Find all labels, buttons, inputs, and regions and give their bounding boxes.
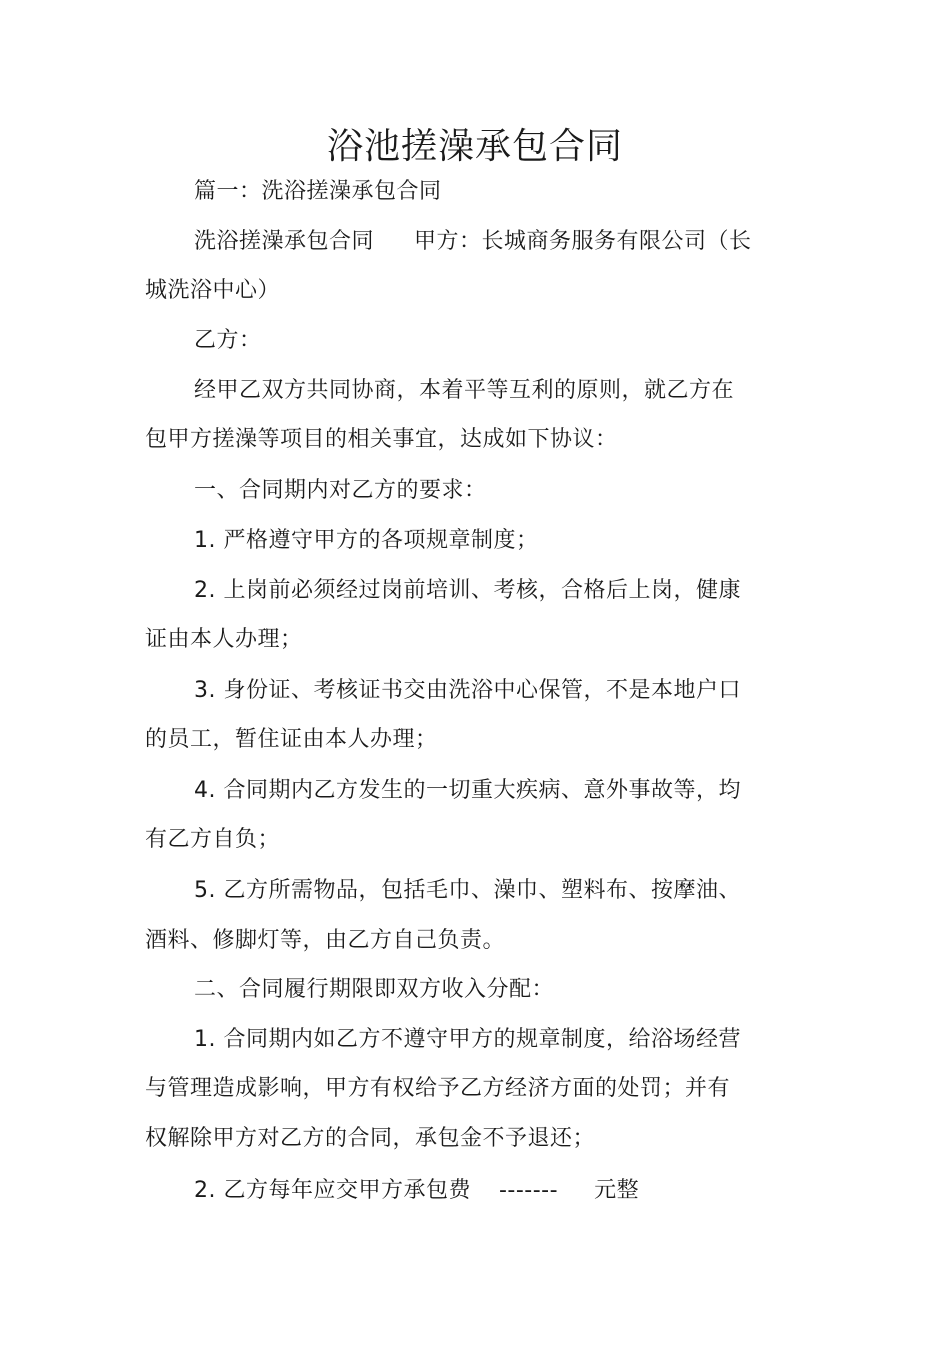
section-1-item-2-line-2: 证由本人办理； [145,627,303,652]
section-1-item-4-line-2: 有乙方自负； [145,827,281,852]
preamble-line-2: 包甲方搓澡等项目的相关事宜，达成如下协议： [145,427,618,452]
section-1-item-5-line-2: 酒料、修脚灯等，由乙方自己负责。 [145,928,506,953]
section-1-item-5-line-1: 5. 乙方所需物品，包括毛巾、澡巾、塑料布、按摩油、 [194,878,741,903]
section-2-item-1-line-1: 1. 合同期内如乙方不遵守甲方的规章制度，给浴场经营 [194,1027,741,1052]
party-a-line [194,227,752,257]
section-1-heading: 一、合同期内对乙方的要求： [194,478,487,503]
section-1-item-2-line-1: 2. 上岗前必须经过岗前培训、考核，合格后上岗，健康 [194,578,741,603]
section-2-item-1-line-2: 与管理造成影响，甲方有权给予乙方经济方面的处罚；并有 [145,1076,731,1101]
section-1-item-3-line-1: 3. 身份证、考核证书交由洗浴中心保管，不是本地户口 [194,678,741,703]
party-a-continued: 城洗浴中心） [145,278,281,303]
section-1-item-4-line-1: 4. 合同期内乙方发生的一切重大疾病、意外事故等，均 [194,778,741,803]
section-1-item-1: 1. 严格遵守甲方的各项规章制度； [194,528,539,553]
fee-unit: 元整 [594,1178,640,1203]
party-a-text: 甲方：长城商务服务有限公司（长 [414,229,752,254]
party-b-line: 乙方： [194,328,262,353]
section-2-item-1-line-3: 权解除甲方对乙方的合同，承包金不予退还； [145,1126,596,1151]
fee-label: 2. 乙方每年应交甲方承包费 [194,1178,471,1203]
preamble-line-1: 经甲乙双方共同协商，本着平等互利的原则，就乙方在 [194,378,735,403]
fee-blank: ------- [498,1178,559,1203]
section-2-item-2 [194,1176,639,1206]
section-2-heading: 二、合同履行期限即双方收入分配： [194,977,555,1002]
section-1-item-3-line-2: 的员工，暂住证由本人办理； [145,727,438,752]
contract-name: 洗浴搓澡承包合同 [194,229,375,254]
document-title: 浴池搓澡承包合同 [326,126,623,167]
document-subtitle: 篇一：洗浴搓澡承包合同 [194,179,442,204]
